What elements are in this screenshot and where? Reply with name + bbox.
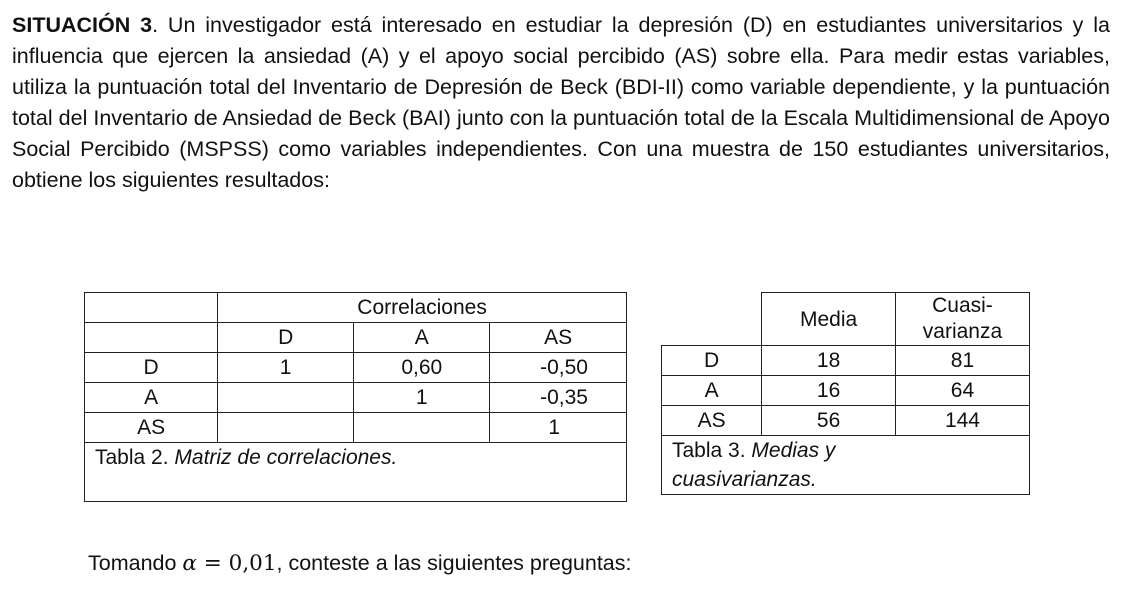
situation-text: . Un investigador está interesado en estudiar la depresión (D) en estudiantes universitarios y la influencia que ejercen la ansiedad (A) y el apoyo social percibido (AS) sobre ella. Para medir estas variables, utiliza la puntuación total del Inventario de Depresión de Beck (BDI-II) como variable dependiente, y la puntuación total del Inventario de Ansiedad de Beck (BAI) junto con la puntuación total de la Escala Multidimensional de Apoyo Social Percibido (MSPSS) como variables independientes. Con una muestra de 150 estudiantes universitarios, obtiene los siguientes resultados: — [12, 13, 1110, 192]
stats-table — [661, 292, 1030, 495]
table-row — [662, 406, 1030, 436]
stats-media: 16 — [762, 376, 896, 406]
stats-caption-title-2: cuasivarianzas. — [672, 468, 817, 491]
corr-cell: 1 — [490, 413, 627, 443]
corr-corner-cell — [85, 293, 218, 323]
stats-corner-cell — [662, 293, 762, 346]
corr-cell — [218, 413, 354, 443]
corr-cell — [218, 383, 354, 413]
stats-col-var-line1: Cuasi- — [932, 294, 993, 317]
alpha-symbol: α — [182, 551, 197, 576]
corr-col-header: AS — [490, 323, 627, 353]
table-row — [85, 383, 627, 413]
stats-var: 81 — [895, 346, 1029, 376]
stats-var: 144 — [895, 406, 1029, 436]
corr-cell: -0,50 — [490, 353, 627, 383]
corr-col-header: A — [354, 323, 490, 353]
stats-var: 64 — [895, 376, 1029, 406]
corr-row-label: A — [85, 383, 218, 413]
stats-col-var — [895, 293, 1029, 346]
corr-cell: 1 — [354, 383, 490, 413]
question-prefix: Tomando — [88, 551, 183, 575]
alpha-value: 0,01 — [228, 551, 277, 576]
corr-cell: 0,60 — [354, 353, 490, 383]
stats-col-var-line2: varianza — [922, 320, 1003, 343]
table-row — [85, 413, 627, 443]
corr-cell — [354, 413, 490, 443]
corr-col-header: D — [218, 323, 354, 353]
table-row — [662, 346, 1030, 376]
stats-media: 18 — [762, 346, 896, 376]
corr-cell: -0,35 — [490, 383, 627, 413]
corr-row-label: D — [85, 353, 218, 383]
situation-paragraph — [12, 10, 1110, 196]
stats-col-media: Media — [762, 293, 896, 346]
stats-row-label: D — [662, 346, 762, 376]
corr-row-label: AS — [85, 413, 218, 443]
correlation-table — [84, 292, 627, 502]
stats-caption-title-1: Medias y — [751, 439, 836, 462]
question-suffix: , conteste a las siguientes preguntas: — [276, 551, 632, 575]
situation-label: SITUACIÓN 3 — [12, 13, 153, 37]
corr-title: Correlaciones — [218, 293, 627, 323]
corr-caption — [85, 443, 627, 502]
table-row — [85, 353, 627, 383]
stats-media: 56 — [762, 406, 896, 436]
stats-row-label: AS — [662, 406, 762, 436]
corr-empty-cell — [85, 323, 218, 353]
stats-caption-prefix: Tabla 3. — [672, 439, 752, 462]
stats-caption — [662, 436, 1030, 495]
table-row — [662, 376, 1030, 406]
equals-sign: = — [196, 551, 229, 576]
stats-row-label: A — [662, 376, 762, 406]
corr-cell: 1 — [218, 353, 354, 383]
corr-caption-prefix: Tabla 2. — [95, 446, 175, 469]
question-line — [88, 548, 632, 579]
corr-caption-title: Matriz de correlaciones. — [174, 446, 398, 469]
